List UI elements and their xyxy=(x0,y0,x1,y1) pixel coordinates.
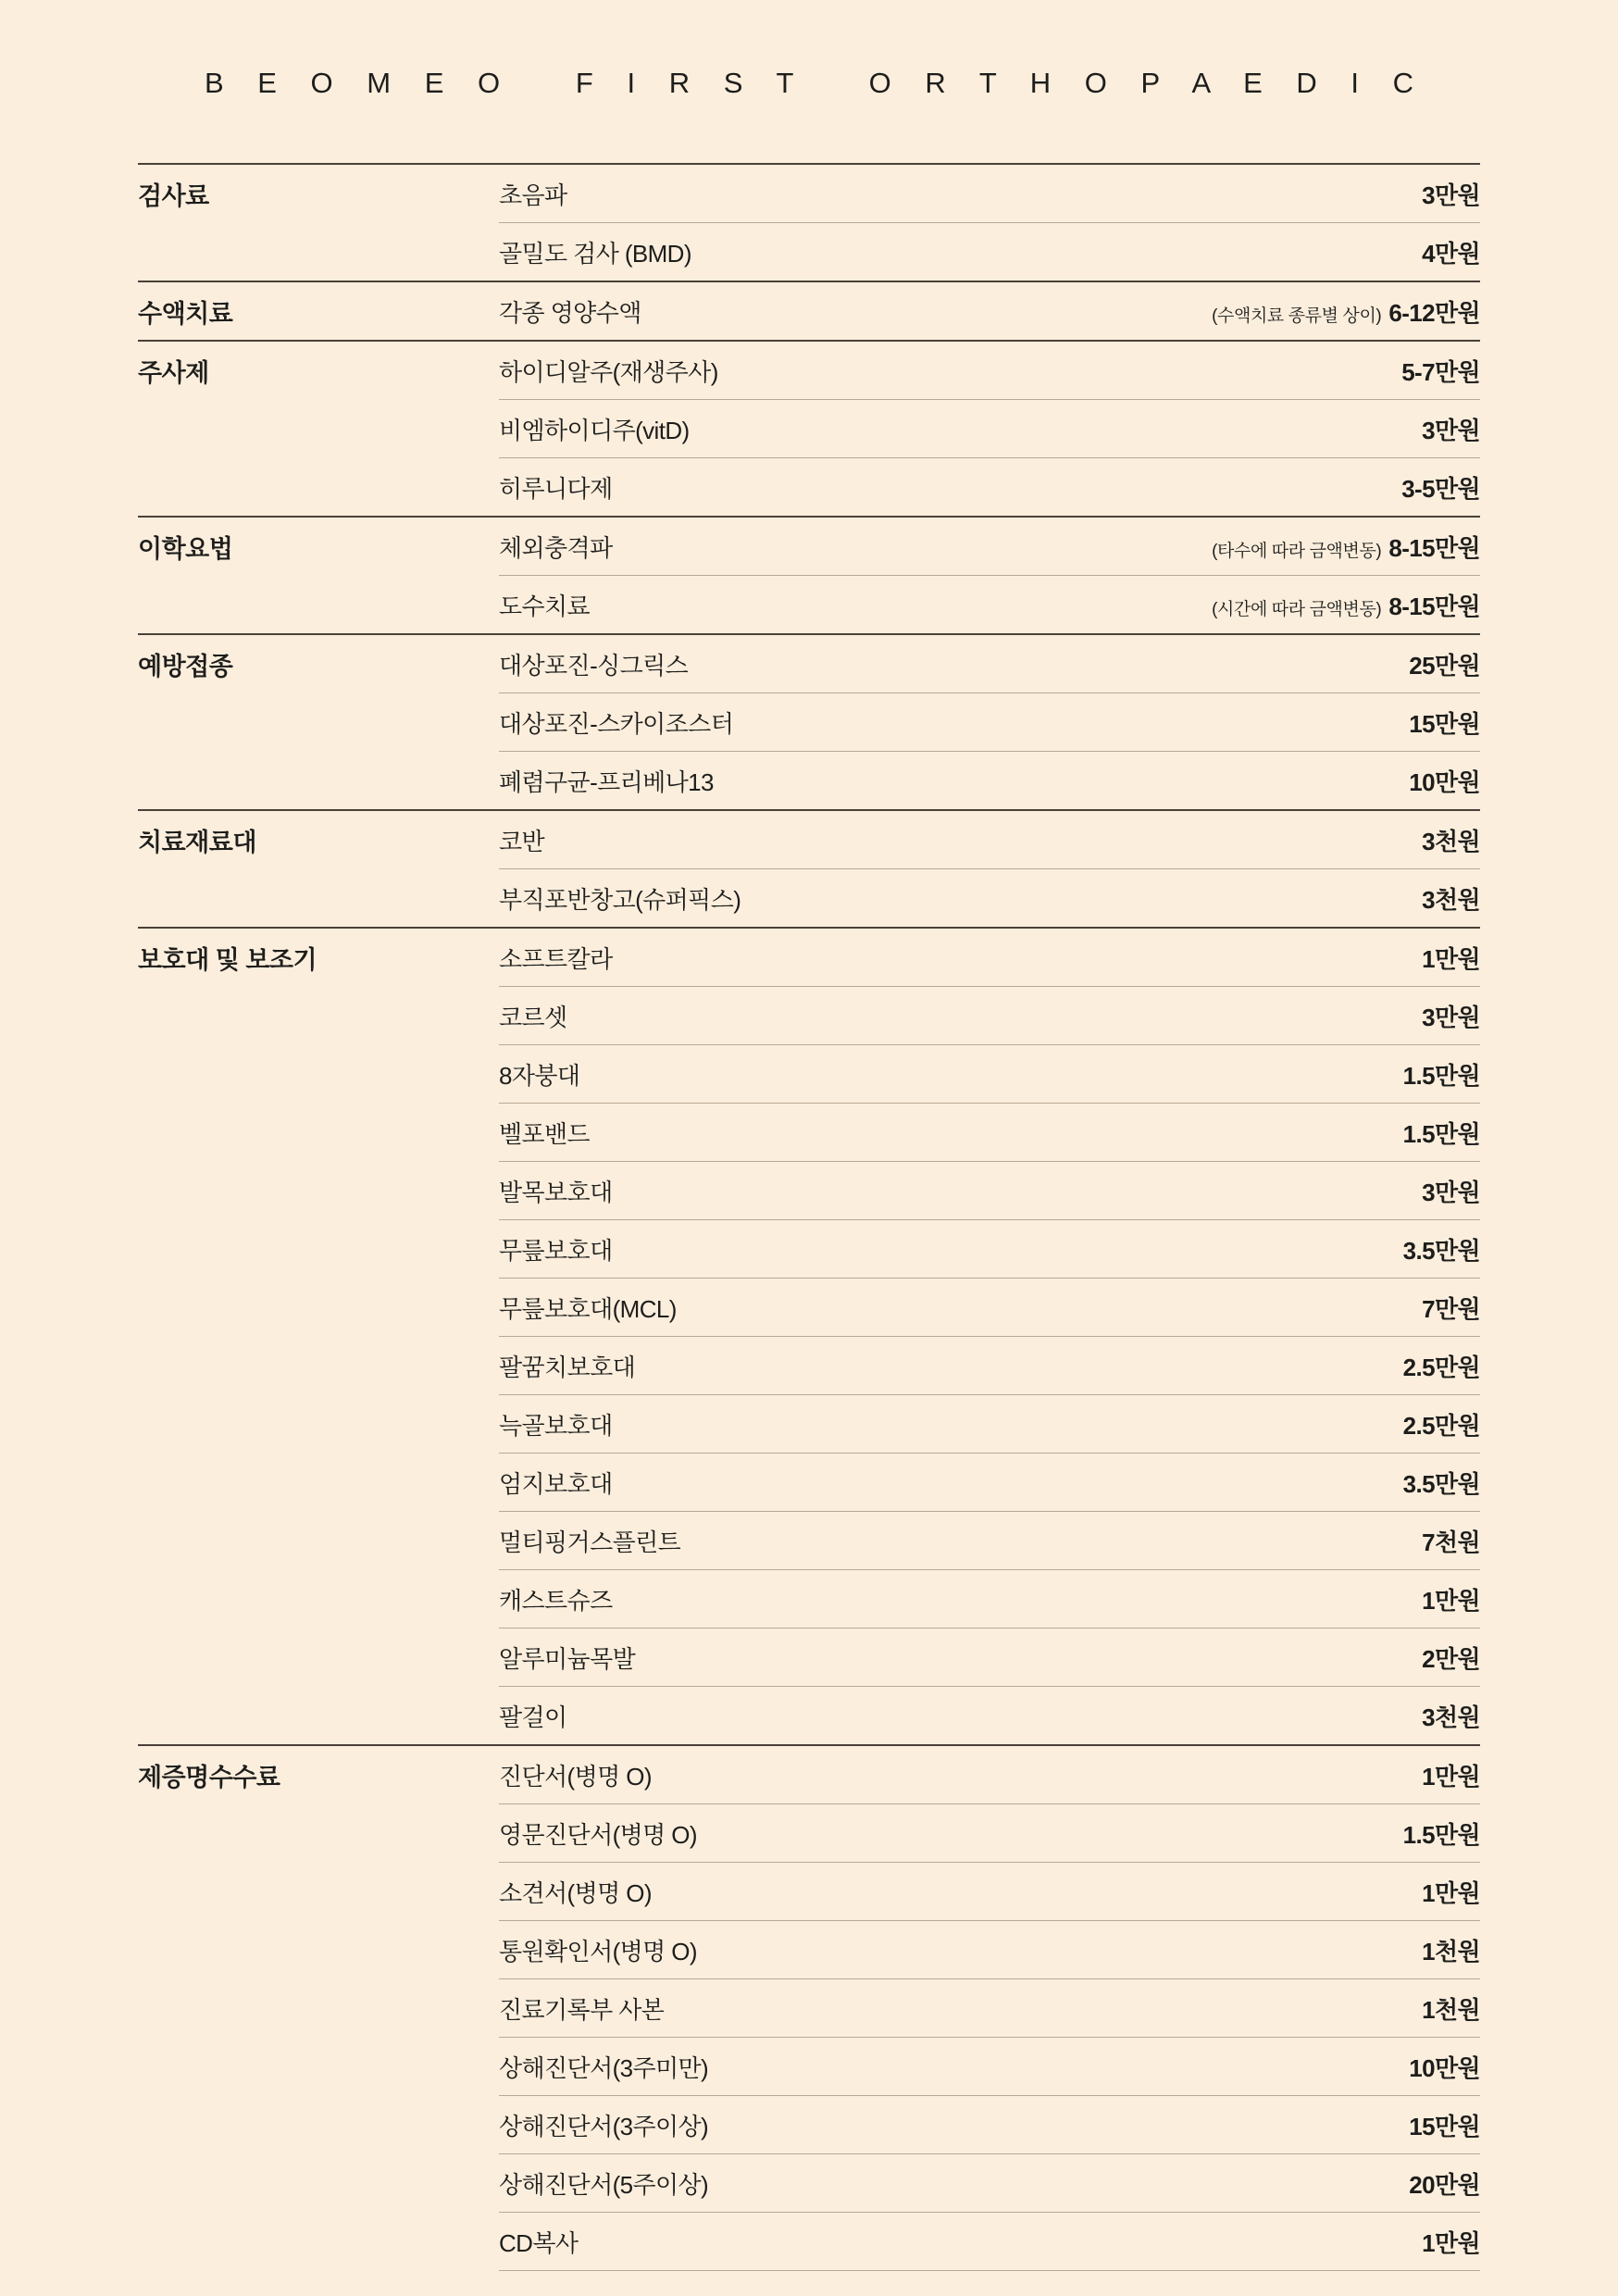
table-row xyxy=(138,1921,1480,1979)
price-cell xyxy=(1110,634,1480,693)
category-label xyxy=(138,869,499,929)
price-value: 1.5만원 xyxy=(1402,1119,1480,1148)
price-cell xyxy=(1110,2096,1480,2154)
price-value: 3천원 xyxy=(1422,1703,1480,1731)
item-label: 무릎보호대 xyxy=(499,1220,1110,1279)
item-label: 진단서(병명 O) xyxy=(499,1745,1110,1804)
price-cell xyxy=(1110,1512,1480,1570)
price-cell xyxy=(1110,987,1480,1045)
category-label: 보호대 및 보조기 xyxy=(138,928,499,987)
table-row xyxy=(138,1979,1480,2038)
table-row xyxy=(138,223,1480,282)
price-value: 15만원 xyxy=(1409,709,1480,738)
category-label: 검사료 xyxy=(138,164,499,223)
item-label: 대상포진-싱그릭스 xyxy=(499,634,1110,693)
table-row xyxy=(138,1687,1480,1746)
price-value: 2.5만원 xyxy=(1402,1411,1480,1440)
item-label: 영문진단서(병명 O) xyxy=(499,1804,1110,1863)
category-label xyxy=(138,1395,499,1454)
item-label: 발목보호대 xyxy=(499,1162,1110,1220)
category-label xyxy=(138,1921,499,1979)
price-cell xyxy=(1110,1570,1480,1628)
price-cell xyxy=(1110,400,1480,458)
price-cell xyxy=(1110,1279,1480,1337)
item-label: 캐스트슈즈 xyxy=(499,1570,1110,1628)
price-value: 5-7만원 xyxy=(1401,357,1480,386)
category-label xyxy=(138,1104,499,1162)
table-row xyxy=(138,281,1480,341)
price-cell xyxy=(1110,2154,1480,2213)
item-label: 진료기록부 사본 xyxy=(499,1979,1110,2038)
table-row xyxy=(138,400,1480,458)
item-label: 폐렴구균-프리베나13 xyxy=(499,752,1110,811)
category-label xyxy=(138,1220,499,1279)
price-cell xyxy=(1110,1045,1480,1104)
category-label xyxy=(138,2096,499,2154)
category-label xyxy=(138,1454,499,1512)
price-value: 1천원 xyxy=(1422,1995,1480,2024)
table-row xyxy=(138,517,1480,576)
category-label xyxy=(138,2038,499,2096)
item-label: 대상포진-스카이조스터 xyxy=(499,693,1110,752)
price-cell xyxy=(1110,1454,1480,1512)
table-row xyxy=(138,1570,1480,1628)
category-label: 수액치료 xyxy=(138,281,499,341)
price-value: 2만원 xyxy=(1422,1644,1480,1673)
table-row xyxy=(138,1863,1480,1921)
category-label xyxy=(138,1045,499,1104)
table-row xyxy=(138,164,1480,223)
price-table xyxy=(138,163,1480,2271)
price-value: 25만원 xyxy=(1409,651,1480,680)
item-label: 팔걸이 xyxy=(499,1687,1110,1746)
category-label xyxy=(138,400,499,458)
table-row xyxy=(138,1454,1480,1512)
table-row xyxy=(138,1804,1480,1863)
item-label: 각종 영양수액 xyxy=(499,281,1110,341)
price-cell xyxy=(1110,1863,1480,1921)
item-label: 무릎보호대(MCL) xyxy=(499,1279,1110,1337)
price-cell xyxy=(1110,1337,1480,1395)
category-label: 예방접종 xyxy=(138,634,499,693)
category-label: 제증명수수료 xyxy=(138,1745,499,1804)
price-cell xyxy=(1110,1104,1480,1162)
category-label xyxy=(138,1628,499,1687)
item-label: 팔꿈치보호대 xyxy=(499,1337,1110,1395)
price-value: 8-15만원 xyxy=(1388,533,1480,562)
price-cell xyxy=(1110,1979,1480,2038)
table-row xyxy=(138,1337,1480,1395)
price-cell xyxy=(1110,1745,1480,1804)
item-label: 비엠하이디주(vitD) xyxy=(499,400,1110,458)
price-value: 1.5만원 xyxy=(1402,1061,1480,1090)
table-row xyxy=(138,987,1480,1045)
category-label xyxy=(138,2213,499,2271)
price-cell xyxy=(1110,164,1480,223)
category-label xyxy=(138,223,499,282)
category-label: 주사제 xyxy=(138,341,499,400)
table-row xyxy=(138,634,1480,693)
category-label xyxy=(138,1337,499,1395)
price-cell xyxy=(1110,1687,1480,1746)
item-label: 8자붕대 xyxy=(499,1045,1110,1104)
price-cell xyxy=(1110,752,1480,811)
item-label: 상해진단서(3주이상) xyxy=(499,2096,1110,2154)
price-value: 3만원 xyxy=(1422,1003,1480,1031)
price-value: 2.5만원 xyxy=(1402,1353,1480,1381)
item-label: CD복사 xyxy=(499,2213,1110,2271)
table-row xyxy=(138,2154,1480,2213)
item-label: 엄지보호대 xyxy=(499,1454,1110,1512)
price-note: (수액치료 종류별 상이) xyxy=(1212,306,1382,326)
price-value: 20만원 xyxy=(1409,2170,1480,2199)
price-cell xyxy=(1110,223,1480,282)
item-label: 알루미늄목발 xyxy=(499,1628,1110,1687)
category-label xyxy=(138,693,499,752)
category-label: 이학요법 xyxy=(138,517,499,576)
item-label: 멀티핑거스플린트 xyxy=(499,1512,1110,1570)
category-label xyxy=(138,458,499,518)
price-cell xyxy=(1110,1921,1480,1979)
price-value: 7만원 xyxy=(1422,1294,1480,1323)
item-label: 늑골보호대 xyxy=(499,1395,1110,1454)
table-row xyxy=(138,1045,1480,1104)
table-row xyxy=(138,1395,1480,1454)
price-note: (타수에 따라 금액변동) xyxy=(1212,541,1382,561)
price-value: 6-12만원 xyxy=(1388,298,1480,327)
table-row xyxy=(138,1104,1480,1162)
table-row xyxy=(138,1162,1480,1220)
price-value: 7천원 xyxy=(1422,1528,1480,1556)
price-cell xyxy=(1110,1162,1480,1220)
price-cell xyxy=(1110,2038,1480,2096)
table-row xyxy=(138,1220,1480,1279)
price-value: 4만원 xyxy=(1422,239,1480,268)
table-row xyxy=(138,458,1480,518)
table-row xyxy=(138,869,1480,929)
category-label xyxy=(138,1570,499,1628)
price-cell xyxy=(1110,576,1480,635)
price-cell xyxy=(1110,869,1480,929)
item-label: 하이디알주(재생주사) xyxy=(499,341,1110,400)
item-label: 초음파 xyxy=(499,164,1110,223)
price-value: 10만원 xyxy=(1409,767,1480,796)
price-value: 15만원 xyxy=(1409,2112,1480,2140)
price-cell xyxy=(1110,2213,1480,2271)
price-value: 3천원 xyxy=(1422,827,1480,855)
item-label: 소견서(병명 O) xyxy=(499,1863,1110,1921)
price-value: 10만원 xyxy=(1409,2053,1480,2082)
item-label: 골밀도 검사 (BMD) xyxy=(499,223,1110,282)
category-label xyxy=(138,1512,499,1570)
price-cell xyxy=(1110,810,1480,869)
price-value: 8-15만원 xyxy=(1388,592,1480,620)
price-cell xyxy=(1110,1395,1480,1454)
category-label xyxy=(138,1162,499,1220)
price-value: 1천원 xyxy=(1422,1937,1480,1965)
table-row xyxy=(138,1279,1480,1337)
table-row xyxy=(138,1745,1480,1804)
price-value: 1.5만원 xyxy=(1402,1820,1480,1849)
category-label xyxy=(138,576,499,635)
category-label xyxy=(138,2154,499,2213)
table-row xyxy=(138,2038,1480,2096)
price-value: 3.5만원 xyxy=(1402,1236,1480,1265)
table-row xyxy=(138,1512,1480,1570)
category-label xyxy=(138,1804,499,1863)
price-value: 3만원 xyxy=(1422,1178,1480,1206)
price-value: 3만원 xyxy=(1422,416,1480,444)
price-table-body xyxy=(138,164,1480,2271)
table-row xyxy=(138,810,1480,869)
table-row xyxy=(138,928,1480,987)
price-value: 1만원 xyxy=(1422,1762,1480,1791)
item-label: 체외충격파 xyxy=(499,517,1110,576)
item-label: 코르셋 xyxy=(499,987,1110,1045)
item-label: 소프트칼라 xyxy=(499,928,1110,987)
price-value: 1만원 xyxy=(1422,2228,1480,2257)
item-label: 부직포반창고(슈퍼픽스) xyxy=(499,869,1110,929)
table-row xyxy=(138,2213,1480,2271)
category-label xyxy=(138,1863,499,1921)
table-row xyxy=(138,1628,1480,1687)
category-label: 치료재료대 xyxy=(138,810,499,869)
category-label xyxy=(138,987,499,1045)
item-label: 벨포밴드 xyxy=(499,1104,1110,1162)
price-value: 1만원 xyxy=(1422,1878,1480,1907)
price-value: 3-5만원 xyxy=(1401,474,1480,503)
item-label: 상해진단서(3주미만) xyxy=(499,2038,1110,2096)
price-value: 1만원 xyxy=(1422,944,1480,973)
price-cell xyxy=(1110,458,1480,518)
price-cell xyxy=(1110,281,1480,341)
item-label: 코반 xyxy=(499,810,1110,869)
price-cell xyxy=(1110,1220,1480,1279)
price-cell xyxy=(1110,928,1480,987)
category-label xyxy=(138,1687,499,1746)
category-label xyxy=(138,752,499,811)
category-label xyxy=(138,1279,499,1337)
table-row xyxy=(138,576,1480,635)
price-cell xyxy=(1110,693,1480,752)
price-cell xyxy=(1110,517,1480,576)
price-value: 3.5만원 xyxy=(1402,1469,1480,1498)
price-note: (시간에 따라 금액변동) xyxy=(1212,599,1382,619)
item-label: 상해진단서(5주이상) xyxy=(499,2154,1110,2213)
category-label xyxy=(138,1979,499,2038)
price-cell xyxy=(1110,1804,1480,1863)
table-row xyxy=(138,2096,1480,2154)
table-row xyxy=(138,341,1480,400)
price-value: 3만원 xyxy=(1422,181,1480,209)
item-label: 도수치료 xyxy=(499,576,1110,635)
price-value: 1만원 xyxy=(1422,1586,1480,1615)
table-row xyxy=(138,693,1480,752)
price-value: 3천원 xyxy=(1422,885,1480,914)
table-row xyxy=(138,752,1480,811)
price-cell xyxy=(1110,341,1480,400)
clinic-title: B E O M E O F I R S T O R T H O P A E D I C xyxy=(204,67,1427,99)
item-label: 히루니다제 xyxy=(499,458,1110,518)
price-cell xyxy=(1110,1628,1480,1687)
item-label: 통원확인서(병명 O) xyxy=(499,1921,1110,1979)
